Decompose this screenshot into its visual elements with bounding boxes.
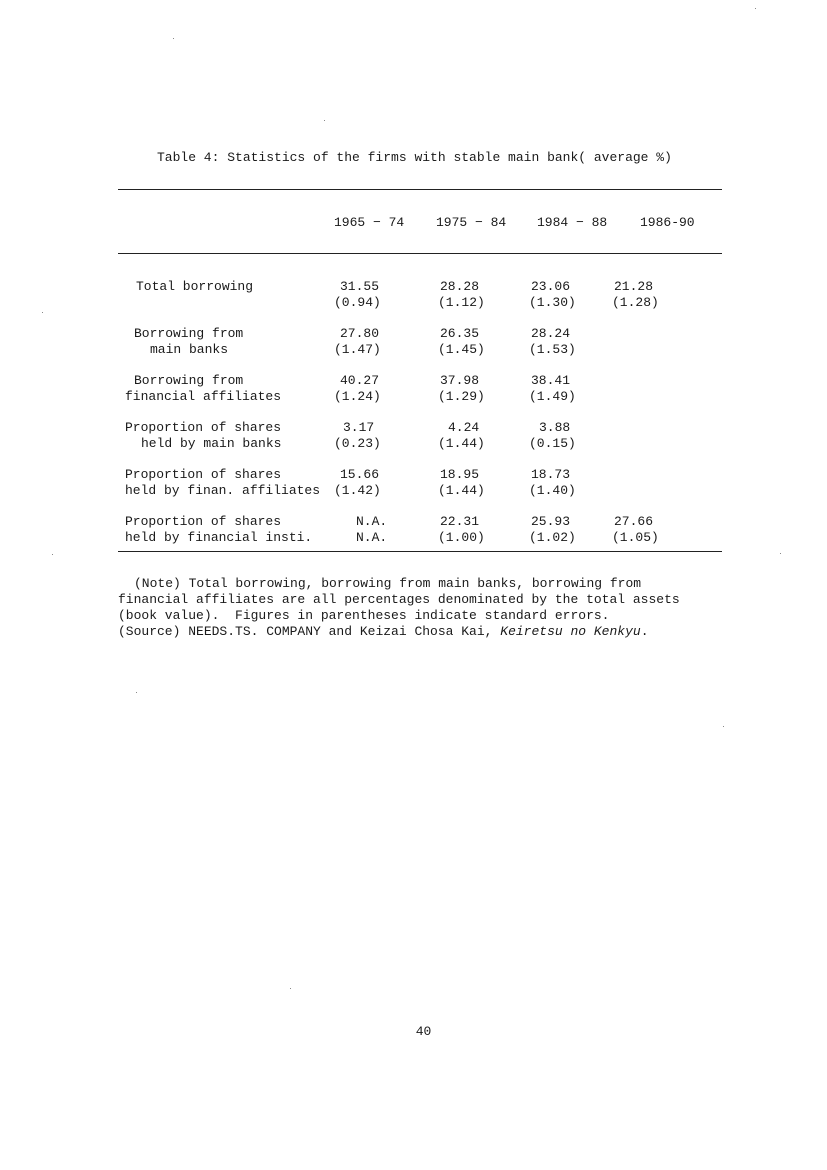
table-cell-value: 28.24	[531, 326, 571, 341]
table-cell-error: N.A.	[356, 530, 388, 545]
note-line: financial affiliates are all percentages denominated by the total assets	[118, 592, 680, 607]
row-label: held by financial insti.	[125, 530, 313, 545]
table-cell-error: (1.47)	[334, 342, 381, 357]
column-header: 1984 − 88	[537, 215, 608, 230]
table-cell-error: (1.00)	[438, 530, 485, 545]
table-cell-error: (0.94)	[334, 295, 381, 310]
row-label: Borrowing from	[134, 326, 244, 341]
table-cell-error: (1.42)	[334, 483, 381, 498]
row-label: financial affiliates	[125, 389, 282, 404]
table-cell-value: 26.35	[440, 326, 480, 341]
table-cell-value: 4.24	[448, 420, 480, 435]
row-label: held by main banks	[141, 436, 282, 451]
row-label: main banks	[150, 342, 229, 357]
table-cell-error: (0.15)	[529, 436, 576, 451]
table-cell-value: 25.93	[531, 514, 571, 529]
row-label: Proportion of shares	[125, 514, 282, 529]
table-cell-error: (1.49)	[529, 389, 576, 404]
table-cell-value: 40.27	[340, 373, 380, 388]
table-cell-error: (1.53)	[529, 342, 576, 357]
table-cell-error: (1.45)	[438, 342, 485, 357]
table-cell-value: 3.17	[343, 420, 375, 435]
table-cell-error: (1.28)	[612, 295, 659, 310]
source-text: (Source) NEEDS.TS. COMPANY and Keizai Chosa Kai,	[118, 624, 501, 639]
scan-speck	[324, 120, 325, 121]
table-cell-error: (1.02)	[529, 530, 576, 545]
table-cell-error: (1.12)	[438, 295, 485, 310]
source-line	[118, 624, 728, 640]
table-cell-value: 28.28	[440, 279, 480, 294]
table-cell-error: (1.05)	[612, 530, 659, 545]
table-title: Table 4: Statistics of the firms with stable main bank( average %)	[157, 150, 672, 165]
header-rule	[118, 253, 722, 254]
table-cell-value: 37.98	[440, 373, 480, 388]
scan-speck	[290, 988, 291, 989]
column-header: 1986-90	[640, 215, 695, 230]
source-period: .	[640, 624, 649, 639]
scan-speck	[136, 692, 137, 693]
scan-speck	[755, 8, 756, 9]
table-cell-value: 27.80	[340, 326, 380, 341]
row-label: Borrowing from	[134, 373, 244, 388]
column-header: 1975 − 84	[436, 215, 507, 230]
table-cell-error: (1.44)	[438, 483, 485, 498]
scan-speck	[780, 553, 781, 554]
source-book-title: Keiretsu no Kenkyu	[500, 624, 641, 639]
table-cell-error: (1.30)	[529, 295, 576, 310]
note-line: (Note) Total borrowing, borrowing from main banks, borrowing from	[134, 576, 642, 591]
table-cell-value: 38.41	[531, 373, 571, 388]
scan-speck	[42, 312, 43, 313]
table-cell-error: (1.24)	[334, 389, 381, 404]
note-line: (book value). Figures in parentheses indicate standard errors.	[118, 608, 610, 623]
table-cell-value: 21.28	[614, 279, 654, 294]
table-cell-value: 31.55	[340, 279, 380, 294]
table-cell-error: (1.40)	[529, 483, 576, 498]
row-label: Total borrowing	[136, 279, 254, 294]
row-label: Proportion of shares	[125, 420, 282, 435]
table-cell-value: 18.95	[440, 467, 480, 482]
table-cell-value: 23.06	[531, 279, 571, 294]
scan-speck	[723, 726, 724, 727]
table-cell-value: 15.66	[340, 467, 380, 482]
row-label: Proportion of shares	[125, 467, 282, 482]
table-cell-value: 27.66	[614, 514, 654, 529]
scan-speck	[52, 554, 53, 555]
table-cell-value: 18.73	[531, 467, 571, 482]
table-bottom-rule	[118, 551, 722, 552]
table-cell-value: N.A.	[356, 514, 388, 529]
table-top-rule	[118, 189, 722, 190]
row-label: held by finan. affiliates	[125, 483, 321, 498]
table-cell-error: (0.23)	[334, 436, 381, 451]
column-header: 1965 − 74	[334, 215, 405, 230]
table-cell-error: (1.44)	[438, 436, 485, 451]
page-number: 40	[415, 1024, 432, 1039]
scan-speck	[173, 38, 174, 39]
table-cell-error: (1.29)	[438, 389, 485, 404]
table-cell-value: 22.31	[440, 514, 480, 529]
table-cell-value: 3.88	[539, 420, 571, 435]
